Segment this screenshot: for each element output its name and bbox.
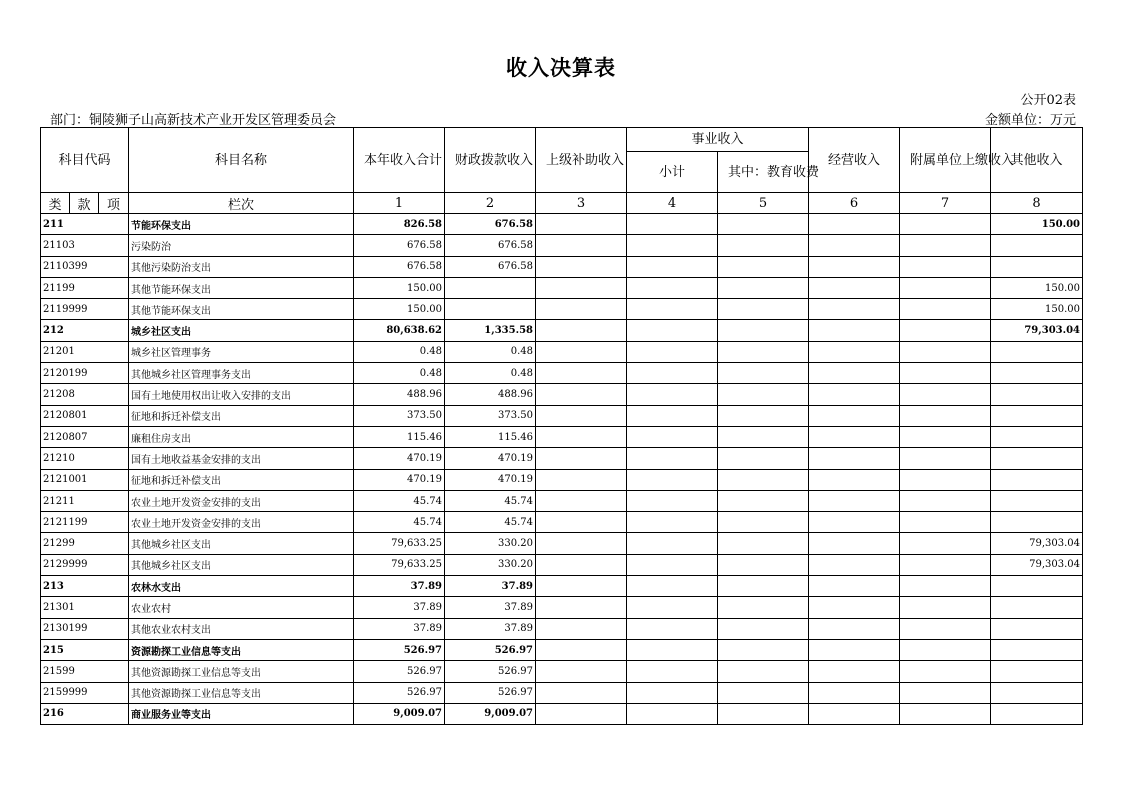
- row-value: [991, 341, 1083, 362]
- row-value: 330.20: [445, 554, 536, 575]
- row-value: [900, 512, 991, 533]
- row-value: [718, 405, 809, 426]
- row-name: 其他农业农村支出: [129, 618, 354, 639]
- table-row: [41, 277, 1083, 298]
- row-value: [536, 256, 627, 277]
- row-value: [809, 639, 900, 660]
- row-value: [809, 554, 900, 575]
- row-value: 0.48: [354, 341, 445, 362]
- row-code: 21210: [41, 448, 129, 469]
- row-value: 37.89: [354, 576, 445, 597]
- row-name: 征地和拆迁补偿支出: [129, 469, 354, 490]
- row-value: [536, 320, 627, 341]
- row-code: 2121001: [41, 469, 129, 490]
- row-value: [991, 597, 1083, 618]
- row-value: [536, 618, 627, 639]
- col-number: 1: [354, 193, 445, 214]
- table-row: [41, 703, 1083, 724]
- row-value: [627, 426, 718, 447]
- row-value: [900, 299, 991, 320]
- row-value: [718, 341, 809, 362]
- row-value: [900, 405, 991, 426]
- row-value: [991, 512, 1083, 533]
- table-row: [41, 639, 1083, 660]
- row-value: [536, 576, 627, 597]
- row-name: 其他城乡社区支出: [129, 533, 354, 554]
- row-value: [718, 426, 809, 447]
- row-value: [627, 661, 718, 682]
- row-value: [809, 214, 900, 235]
- row-name: 城乡社区支出: [129, 320, 354, 341]
- row-code: 21599: [41, 661, 129, 682]
- row-value: [627, 576, 718, 597]
- row-value: 526.97: [445, 661, 536, 682]
- table-row: [41, 235, 1083, 256]
- row-value: [627, 448, 718, 469]
- row-value: 676.58: [445, 235, 536, 256]
- row-value: [445, 299, 536, 320]
- row-name: 其他污染防治支出: [129, 256, 354, 277]
- table-body: [41, 214, 1083, 725]
- row-code: 21103: [41, 235, 129, 256]
- header-education: 其中：教育收费: [718, 152, 809, 193]
- row-value: [900, 277, 991, 298]
- row-value: [627, 214, 718, 235]
- row-value: [900, 363, 991, 384]
- row-value: [536, 363, 627, 384]
- row-value: 526.97: [354, 639, 445, 660]
- row-value: [900, 597, 991, 618]
- row-value: [991, 469, 1083, 490]
- row-name: 污染防治: [129, 235, 354, 256]
- col-number: 8: [991, 193, 1083, 214]
- row-value: [718, 277, 809, 298]
- row-value: 470.19: [354, 469, 445, 490]
- header-operating: 经营收入: [809, 128, 900, 193]
- col-number: 2: [445, 193, 536, 214]
- row-value: [900, 426, 991, 447]
- row-value: [718, 214, 809, 235]
- row-value: [809, 426, 900, 447]
- row-value: [809, 703, 900, 724]
- row-name: 其他城乡社区支出: [129, 554, 354, 575]
- row-value: [536, 469, 627, 490]
- header-kuan: 款: [70, 193, 99, 214]
- row-value: [809, 277, 900, 298]
- row-value: 45.74: [354, 490, 445, 511]
- row-value: 37.89: [445, 597, 536, 618]
- row-value: [900, 682, 991, 703]
- row-value: [900, 448, 991, 469]
- row-code: 21208: [41, 384, 129, 405]
- row-value: [627, 299, 718, 320]
- row-code: 2159999: [41, 682, 129, 703]
- row-value: [536, 235, 627, 256]
- row-value: [718, 299, 809, 320]
- row-value: [809, 661, 900, 682]
- row-name: 其他节能环保支出: [129, 277, 354, 298]
- row-value: [809, 405, 900, 426]
- header-xiang: 项: [99, 193, 129, 214]
- header-affiliate: 附属单位上缴收入: [900, 128, 991, 193]
- row-code: 2130199: [41, 618, 129, 639]
- row-value: 115.46: [445, 426, 536, 447]
- row-value: [900, 235, 991, 256]
- col-number: 4: [627, 193, 718, 214]
- table-row: [41, 363, 1083, 384]
- row-value: 330.20: [445, 533, 536, 554]
- row-value: [809, 618, 900, 639]
- row-value: [718, 682, 809, 703]
- table-row: [41, 490, 1083, 511]
- row-value: 526.97: [445, 682, 536, 703]
- row-value: [900, 469, 991, 490]
- header-total: 本年收入合计: [354, 128, 445, 193]
- row-value: [991, 426, 1083, 447]
- row-value: [627, 597, 718, 618]
- row-value: 826.58: [354, 214, 445, 235]
- table-row: [41, 214, 1083, 235]
- row-value: [627, 703, 718, 724]
- row-value: [536, 299, 627, 320]
- row-code: 2121199: [41, 512, 129, 533]
- row-value: 9,009.07: [354, 703, 445, 724]
- row-value: 150.00: [991, 299, 1083, 320]
- header-lei: 类: [41, 193, 70, 214]
- row-value: 150.00: [991, 214, 1083, 235]
- table-row: [41, 597, 1083, 618]
- row-value: 0.48: [445, 363, 536, 384]
- row-code: 2129999: [41, 554, 129, 575]
- row-code: 212: [41, 320, 129, 341]
- row-value: [991, 363, 1083, 384]
- row-value: [536, 554, 627, 575]
- row-value: [809, 299, 900, 320]
- row-value: [809, 448, 900, 469]
- row-code: 215: [41, 639, 129, 660]
- row-value: 526.97: [354, 661, 445, 682]
- row-value: [991, 256, 1083, 277]
- row-code: 21301: [41, 597, 129, 618]
- row-value: 373.50: [354, 405, 445, 426]
- row-value: [900, 490, 991, 511]
- row-value: [536, 682, 627, 703]
- row-code: 216: [41, 703, 129, 724]
- row-value: 150.00: [354, 299, 445, 320]
- row-value: [536, 448, 627, 469]
- row-value: [718, 661, 809, 682]
- header-business: 事业收入: [627, 128, 809, 152]
- row-value: [991, 661, 1083, 682]
- header-superior: 上级补助收入: [536, 128, 627, 193]
- row-name: 农业土地开发资金安排的支出: [129, 512, 354, 533]
- row-name: 农林水支出: [129, 576, 354, 597]
- table-row: [41, 405, 1083, 426]
- row-value: [900, 256, 991, 277]
- row-value: [718, 363, 809, 384]
- form-number: 公开02表: [1020, 93, 1076, 108]
- row-value: [627, 277, 718, 298]
- row-value: 37.89: [445, 618, 536, 639]
- row-value: [718, 576, 809, 597]
- row-value: [627, 341, 718, 362]
- row-name: 城乡社区管理事务: [129, 341, 354, 362]
- row-value: [991, 576, 1083, 597]
- row-value: 80,638.62: [354, 320, 445, 341]
- row-value: [536, 426, 627, 447]
- row-name: 廉租住房支出: [129, 426, 354, 447]
- row-value: 470.19: [445, 448, 536, 469]
- row-name: 资源勘探工业信息等支出: [129, 639, 354, 660]
- row-name: 农业土地开发资金安排的支出: [129, 490, 354, 511]
- row-value: [809, 320, 900, 341]
- header-fiscal: 财政拨款收入: [445, 128, 536, 193]
- header-other: 其他收入: [991, 128, 1083, 193]
- row-value: 470.19: [445, 469, 536, 490]
- col-number: 6: [809, 193, 900, 214]
- table-row: [41, 448, 1083, 469]
- row-value: [445, 277, 536, 298]
- row-value: [900, 618, 991, 639]
- row-value: [991, 682, 1083, 703]
- row-code: 2120199: [41, 363, 129, 384]
- row-value: 37.89: [445, 576, 536, 597]
- row-name: 节能环保支出: [129, 214, 354, 235]
- row-value: [718, 320, 809, 341]
- row-code: 21211: [41, 490, 129, 511]
- table-row: [41, 299, 1083, 320]
- row-code: 2119999: [41, 299, 129, 320]
- row-name: 其他资源勘探工业信息等支出: [129, 661, 354, 682]
- row-value: [991, 405, 1083, 426]
- table-row: [41, 682, 1083, 703]
- row-value: [718, 448, 809, 469]
- table-row: [41, 256, 1083, 277]
- table-row: [41, 469, 1083, 490]
- row-value: 45.74: [354, 512, 445, 533]
- row-code: 2120807: [41, 426, 129, 447]
- row-code: 21199: [41, 277, 129, 298]
- row-code: 2120801: [41, 405, 129, 426]
- row-code: 2110399: [41, 256, 129, 277]
- row-value: [536, 384, 627, 405]
- department-label: 部门：铜陵狮子山高新技术产业开发区管理委员会: [50, 113, 337, 128]
- row-value: [536, 405, 627, 426]
- row-value: [991, 235, 1083, 256]
- row-value: [900, 703, 991, 724]
- row-value: [627, 235, 718, 256]
- row-value: 150.00: [991, 277, 1083, 298]
- row-value: [809, 384, 900, 405]
- header-subtotal: 小计: [627, 152, 718, 193]
- row-name: 商业服务业等支出: [129, 703, 354, 724]
- row-name: 国有土地收益基金安排的支出: [129, 448, 354, 469]
- table-row: [41, 661, 1083, 682]
- row-value: [809, 363, 900, 384]
- row-value: 470.19: [354, 448, 445, 469]
- table-row: [41, 426, 1083, 447]
- row-value: [536, 490, 627, 511]
- table-row: [41, 512, 1083, 533]
- row-value: 676.58: [445, 256, 536, 277]
- row-value: [718, 384, 809, 405]
- row-name: 征地和拆迁补偿支出: [129, 405, 354, 426]
- row-value: [991, 618, 1083, 639]
- table-row: [41, 618, 1083, 639]
- row-value: 0.48: [354, 363, 445, 384]
- table-row: [41, 554, 1083, 575]
- row-value: 37.89: [354, 597, 445, 618]
- row-name: 农业农村: [129, 597, 354, 618]
- row-value: [991, 448, 1083, 469]
- row-value: [809, 256, 900, 277]
- row-value: [536, 277, 627, 298]
- income-statement-table: [40, 127, 1083, 725]
- row-value: 45.74: [445, 512, 536, 533]
- row-value: 9,009.07: [445, 703, 536, 724]
- row-value: 37.89: [354, 618, 445, 639]
- row-value: [627, 320, 718, 341]
- row-value: 488.96: [354, 384, 445, 405]
- header-lanci: 栏次: [129, 193, 354, 214]
- row-value: [718, 533, 809, 554]
- row-name: 其他城乡社区管理事务支出: [129, 363, 354, 384]
- row-value: [627, 533, 718, 554]
- row-value: [900, 341, 991, 362]
- row-value: 676.58: [354, 235, 445, 256]
- row-value: [900, 214, 991, 235]
- row-value: [718, 235, 809, 256]
- row-value: [900, 661, 991, 682]
- row-value: [991, 490, 1083, 511]
- row-value: 79,303.04: [991, 320, 1083, 341]
- row-value: [718, 256, 809, 277]
- row-value: [809, 341, 900, 362]
- table-row: [41, 576, 1083, 597]
- row-value: [809, 682, 900, 703]
- table-row: [41, 533, 1083, 554]
- row-value: 526.97: [354, 682, 445, 703]
- row-value: [900, 320, 991, 341]
- row-value: [900, 639, 991, 660]
- row-value: [536, 214, 627, 235]
- row-value: [900, 384, 991, 405]
- row-value: 115.46: [354, 426, 445, 447]
- table-row: [41, 320, 1083, 341]
- row-value: 526.97: [445, 639, 536, 660]
- row-value: [627, 682, 718, 703]
- row-code: 21201: [41, 341, 129, 362]
- row-value: 79,633.25: [354, 533, 445, 554]
- row-value: [718, 618, 809, 639]
- row-value: [536, 703, 627, 724]
- row-value: [809, 235, 900, 256]
- row-value: [627, 554, 718, 575]
- row-name: 其他资源勘探工业信息等支出: [129, 682, 354, 703]
- row-value: 79,633.25: [354, 554, 445, 575]
- row-value: [809, 490, 900, 511]
- col-number: 5: [718, 193, 809, 214]
- row-value: [536, 512, 627, 533]
- row-value: [809, 576, 900, 597]
- col-number: 3: [536, 193, 627, 214]
- row-value: [627, 384, 718, 405]
- row-value: [536, 533, 627, 554]
- row-value: [627, 363, 718, 384]
- row-value: [536, 661, 627, 682]
- row-name: 其他节能环保支出: [129, 299, 354, 320]
- row-value: [718, 597, 809, 618]
- row-value: [627, 512, 718, 533]
- row-value: 676.58: [445, 214, 536, 235]
- row-value: 1,335.58: [445, 320, 536, 341]
- row-value: 676.58: [354, 256, 445, 277]
- row-value: [809, 512, 900, 533]
- row-value: 0.48: [445, 341, 536, 362]
- row-name: 国有土地使用权出让收入安排的支出: [129, 384, 354, 405]
- row-value: [900, 576, 991, 597]
- row-value: [627, 618, 718, 639]
- row-value: 79,303.04: [991, 554, 1083, 575]
- row-value: [809, 533, 900, 554]
- row-value: [718, 512, 809, 533]
- row-code: 21299: [41, 533, 129, 554]
- row-value: [536, 639, 627, 660]
- row-value: 488.96: [445, 384, 536, 405]
- page-title: 收入决算表: [506, 56, 616, 80]
- row-value: [627, 256, 718, 277]
- col-number: 7: [900, 193, 991, 214]
- row-code: 211: [41, 214, 129, 235]
- row-value: [627, 490, 718, 511]
- row-value: [536, 341, 627, 362]
- row-value: [718, 469, 809, 490]
- row-value: [900, 533, 991, 554]
- row-value: [991, 639, 1083, 660]
- row-value: [900, 554, 991, 575]
- row-value: [809, 597, 900, 618]
- row-value: [991, 384, 1083, 405]
- row-value: [627, 469, 718, 490]
- header-name: 科目名称: [129, 128, 354, 193]
- row-value: 79,303.04: [991, 533, 1083, 554]
- row-value: 373.50: [445, 405, 536, 426]
- row-value: [991, 703, 1083, 724]
- row-value: 150.00: [354, 277, 445, 298]
- row-value: [627, 639, 718, 660]
- table-row: [41, 341, 1083, 362]
- row-value: [718, 554, 809, 575]
- row-value: 45.74: [445, 490, 536, 511]
- amount-unit-label: 金额单位：万元: [984, 113, 1076, 128]
- row-value: [718, 703, 809, 724]
- row-value: [536, 597, 627, 618]
- row-value: [718, 639, 809, 660]
- row-value: [627, 405, 718, 426]
- header-code: 科目代码: [41, 128, 129, 193]
- table-row: [41, 384, 1083, 405]
- row-value: [809, 469, 900, 490]
- row-value: [718, 490, 809, 511]
- row-code: 213: [41, 576, 129, 597]
